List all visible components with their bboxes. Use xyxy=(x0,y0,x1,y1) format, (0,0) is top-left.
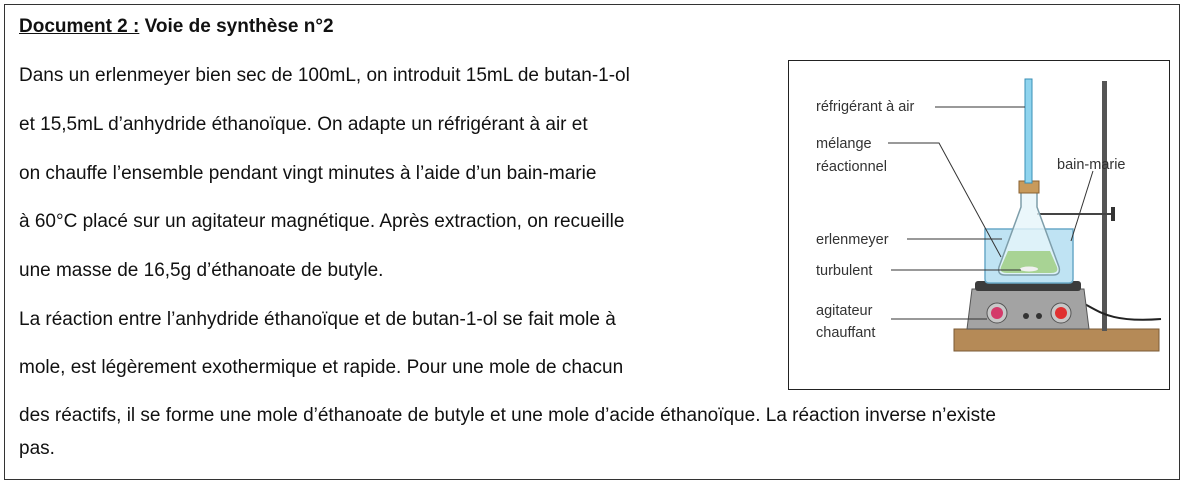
air-condenser xyxy=(1025,79,1032,183)
text-line-7: mole, est légèrement exothermique et rapide. Pour une mole de chacun xyxy=(19,357,624,378)
leader-melange xyxy=(888,143,1001,257)
document-title-label: Document 2 : xyxy=(19,16,140,37)
label-agitateur-1: agitateur xyxy=(816,303,873,319)
stir-bar xyxy=(1020,267,1038,272)
text-line-5: une masse de 16,5g d’éthanoate de butyle. xyxy=(19,260,384,281)
label-bain-marie: bain-marie xyxy=(1057,157,1126,173)
knob-left xyxy=(991,307,1003,319)
clamp-knob xyxy=(1111,207,1115,221)
stand-rod xyxy=(1102,81,1107,331)
text-line-4: à 60°C placé sur un agitateur magnétique. Après extraction, on recueille xyxy=(19,211,625,232)
label-erlenmeyer: erlenmeyer xyxy=(816,232,889,248)
knob-right xyxy=(1055,307,1067,319)
text-line-2: et 15,5mL d’anhydride éthanoïque. On adapte un réfrigérant à air et xyxy=(19,114,588,135)
label-agitateur-2: chauffant xyxy=(816,325,876,341)
text-line-3: on chauffe l’ensemble pendant vingt minutes à l’aide d’un bain-marie xyxy=(19,163,597,184)
apparatus-figure xyxy=(788,60,1170,390)
indicator-dot-1 xyxy=(1023,313,1029,319)
text-line-9: pas. xyxy=(19,438,55,459)
apparatus-diagram xyxy=(789,61,1169,389)
label-melange-1: mélange xyxy=(816,136,872,152)
power-cable xyxy=(1079,301,1161,320)
text-line-6: La réaction entre l’anhydride éthanoïque et de butan-1-ol se fait mole à xyxy=(19,309,616,330)
leader-bain-marie xyxy=(1071,171,1093,241)
text-line-1: Dans un erlenmeyer bien sec de 100mL, on introduit 15mL de butan-1-ol xyxy=(19,65,630,86)
text-line-8: des réactifs, il se forme une mole d’éthanoate de butyle et une mole d’acide éthanoïque. La réaction inverse n’existe xyxy=(19,405,996,426)
label-melange-2: réactionnel xyxy=(816,159,887,175)
label-turbulent: turbulent xyxy=(816,263,873,279)
indicator-dot-2 xyxy=(1036,313,1042,319)
stand-base xyxy=(954,329,1159,351)
label-refrigerant: réfrigérant à air xyxy=(816,99,915,115)
document-title-text: Voie de synthèse n°2 xyxy=(139,16,334,37)
document-title xyxy=(19,16,334,38)
